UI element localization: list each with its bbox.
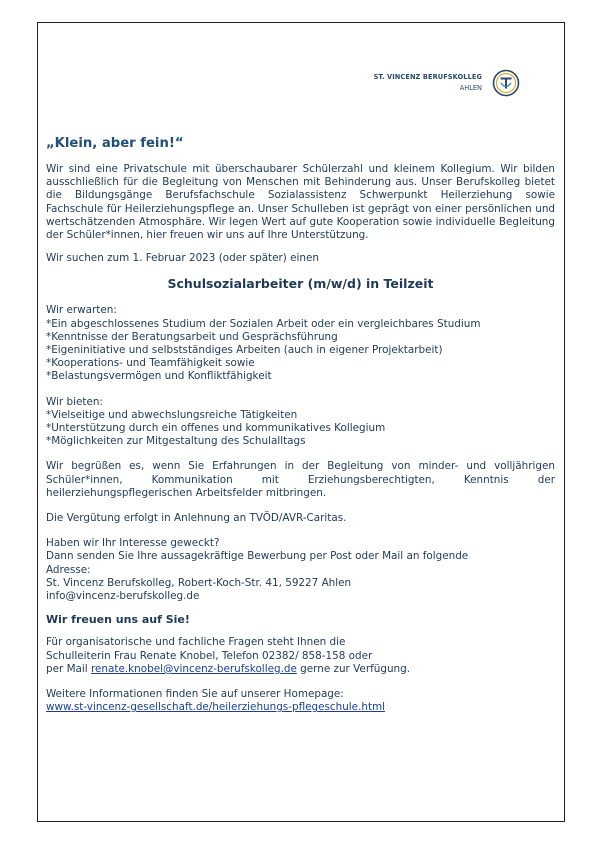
job-posting	[46, 136, 555, 715]
contact-line-1: Für organisatorische und fachliche Fragen steht Ihnen die	[46, 636, 346, 649]
headline: „Klein, aber fein!“	[46, 136, 184, 151]
school-logo	[370, 69, 530, 99]
spacer	[46, 448, 555, 460]
spacer	[46, 626, 555, 636]
spacer	[46, 500, 555, 512]
welcome-paragraph: Wir begrüßen es, wenn Sie Erfahrungen in der Begleitung von minder- und volljährigen Schüler*innen, Kommunikation mit Erziehungsberechtigten, Kenntnis der heilerziehungspflegerischen Arbeitsfelder mitbringen.	[46, 460, 555, 499]
logo-school-name: ST. VINCENZ BERUFSKOLLEG	[373, 73, 482, 81]
list-item: *Belastungsvermögen und Konfliktfähigkeit	[46, 370, 272, 383]
list-item: *Ein abgeschlossenes Studium der Sozialen Arbeit oder ein vergleichbares Studium	[46, 317, 481, 330]
contact-suffix: gerne zur Verfügung.	[296, 662, 411, 675]
intro-paragraph: Wir sind eine Privatschule mit überschaubarer Schülerzahl und kleinem Kollegium. Wir bilden ausschließlich für die Begleitung von Menschen mit Behinderung aus. Unser Berufskolleg bietet die Bildungsgänge Berufsfachschule Sozialassistenz Schwerpunkt Heilerziehung sowie Fachschule für Heilerziehungspflege an. Unser Schulleben ist geprägt von einer persönlichen und wertschätzenden Atmosphäre. Wir legen Wert auf gute Kooperation sowie individuelle Begleitung der Schüler*innen, hier freuen wir uns auf Ihre Unterstützung.	[46, 163, 555, 242]
list-item: *Kenntnisse der Beratungsarbeit und Gesprächsführung	[46, 330, 338, 343]
more-info-text: Weitere Informationen finden Sie auf unserer Homepage:	[46, 688, 344, 701]
list-item: *Kooperations- und Teamfähigkeit sowie	[46, 357, 255, 370]
list-item: *Vielseitige und abwechslungsreiche Tätigkeiten	[46, 408, 298, 421]
logo-city: AHLEN	[459, 84, 482, 92]
apply-line-3: Adresse:	[46, 563, 91, 576]
contact-line-3	[46, 663, 555, 676]
spacer	[46, 242, 555, 252]
looking-forward: Wir freuen uns auf Sie!	[46, 613, 190, 627]
list-item: *Eigeninitiative und selbstständiges Arbeiten (auch in eigener Projektarbeit)	[46, 344, 443, 357]
more-info-line	[46, 701, 555, 714]
job-title: Schulsozialarbeiter (m/w/d) in Teilzeit	[167, 276, 434, 292]
expect-list	[46, 318, 555, 384]
salary-sentence: Die Vergütung erfolgt in Anlehnung an TVÖD/AVR-Caritas.	[46, 512, 347, 525]
offer-heading: Wir bieten:	[46, 395, 103, 408]
expect-heading: Wir erwarten:	[46, 304, 117, 317]
list-item: *Unterstützung durch ein offenes und kommunikatives Kollegium	[46, 422, 386, 435]
spacer	[46, 603, 555, 613]
spacer	[46, 525, 555, 537]
apply-email: info@vincenz-berufskolleg.de	[46, 590, 200, 603]
contact-line-2: Schulleiterin Frau Renate Knobel, Telefon 02382/ 858-158 oder	[46, 649, 373, 662]
list-item: *Möglichkeiten zur Mitgestaltung des Schulalltags	[46, 435, 306, 448]
offer-list	[46, 409, 555, 449]
search-sentence: Wir suchen zum 1. Februar 2023 (oder später) einen	[46, 252, 319, 265]
contact-email-link[interactable]: renate.knobel@vincenz-berufskolleg.de	[90, 662, 297, 675]
apply-line-1: Haben wir Ihr Interesse geweckt?	[46, 537, 220, 550]
apply-address: St. Vincenz Berufskolleg, Robert-Koch-Str. 41, 59227 Ahlen	[46, 576, 352, 589]
apply-line-2: Dann senden Sie Ihre aussagekräftige Bewerbung per Post oder Mail an folgende	[46, 550, 469, 563]
spacer	[46, 384, 555, 396]
school-emblem-icon	[492, 69, 520, 97]
contact-prefix: per Mail	[46, 662, 91, 675]
homepage-link[interactable]: www.st-vincenz-gesellschaft.de/heilerziehungs-pflegeschule.html	[46, 701, 386, 714]
spacer	[46, 676, 555, 688]
